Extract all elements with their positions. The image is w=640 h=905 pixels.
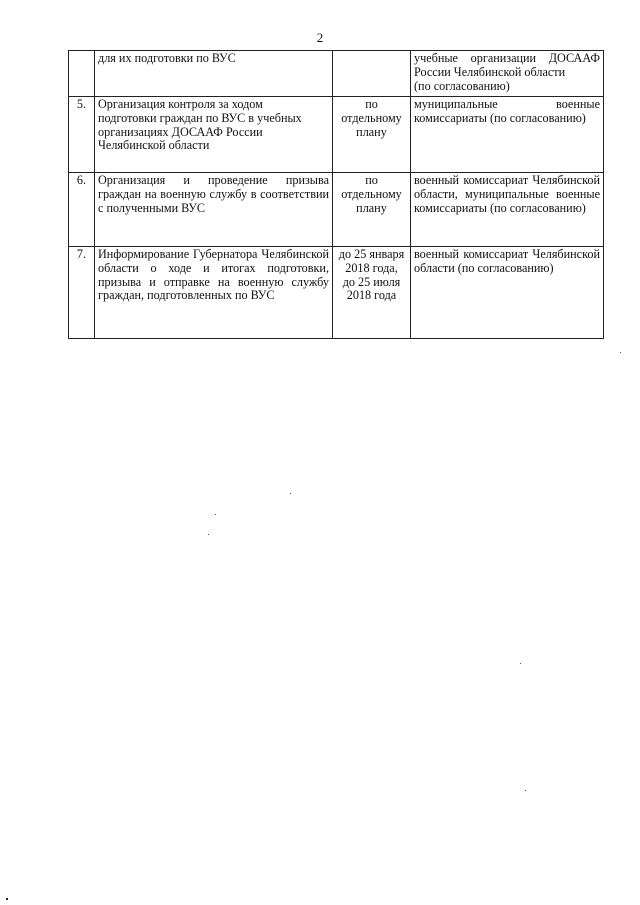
row-number: 6. [69, 173, 95, 247]
term-text-line: 2018 года [346, 288, 397, 303]
task-text: Информирование Губернатора Челябинской области о ходе и итогах подготовки, призыва и отправке на военную службу граждан, подготовленных по ВУС [98, 247, 329, 303]
term-text-line: 2018 года, [345, 260, 398, 275]
executor-cell [411, 173, 604, 247]
task-text-line: Челябинской области [98, 138, 210, 153]
scan-speck [215, 514, 216, 515]
executor-cell [411, 51, 604, 97]
row-number: 5. [69, 97, 95, 173]
task-cell [95, 247, 333, 339]
task-text: для их подготовки по ВУС [98, 51, 236, 65]
row-number: 7. [69, 247, 95, 339]
page-number: 2 [316, 30, 324, 45]
term-text-line: отдельному [341, 186, 402, 201]
task-cell [95, 51, 333, 97]
table-row [69, 51, 604, 97]
scan-speck [620, 352, 621, 353]
executor-cell [411, 247, 604, 339]
executor-text: военный комиссариат Челябинской области (по согласованию) [414, 247, 600, 275]
term-cell [333, 247, 411, 339]
executor-text: муниципальные военные комиссариаты (по согласованию) [414, 97, 600, 125]
table-row [69, 97, 604, 173]
task-text-line: подготовки граждан по ВУС в учебных [98, 110, 302, 125]
task-cell [95, 97, 333, 173]
table-row [69, 247, 604, 339]
scan-speck [525, 790, 526, 791]
term-cell [333, 97, 411, 173]
term-text-line: по [365, 173, 378, 187]
term-cell [333, 173, 411, 247]
term-cell [333, 51, 411, 97]
term-text-line: отдельному [341, 110, 402, 125]
scan-speck [290, 493, 291, 494]
task-cell [95, 173, 333, 247]
task-text-line: Организация контроля за ходом [98, 97, 263, 111]
executor-text: военный комиссариат Челябинской области, муниципальные военные комиссариаты (по согласованию) [414, 173, 600, 215]
term-text-line: до 25 января [338, 247, 405, 261]
term-text-line: по [365, 97, 378, 111]
task-text-line: организациях ДОСААФ России [98, 124, 263, 139]
scan-speck [6, 898, 8, 900]
term-text-line: плану [356, 124, 387, 139]
plan-table [68, 50, 604, 339]
term-text-line: плану [356, 200, 387, 215]
term-text-line: до 25 июля [342, 274, 401, 289]
scan-speck [208, 534, 209, 535]
executor-cell [411, 97, 604, 173]
table-row [69, 173, 604, 247]
scan-speck [520, 663, 521, 664]
executor-text: учебные организации ДОСААФ России Челябинской области [414, 51, 600, 79]
row-number [69, 51, 95, 97]
task-text: Организация и проведение призыва граждан на военную службу в соответствии с полученными ВУС [98, 173, 329, 215]
executor-note: (по согласованию) [414, 78, 510, 93]
